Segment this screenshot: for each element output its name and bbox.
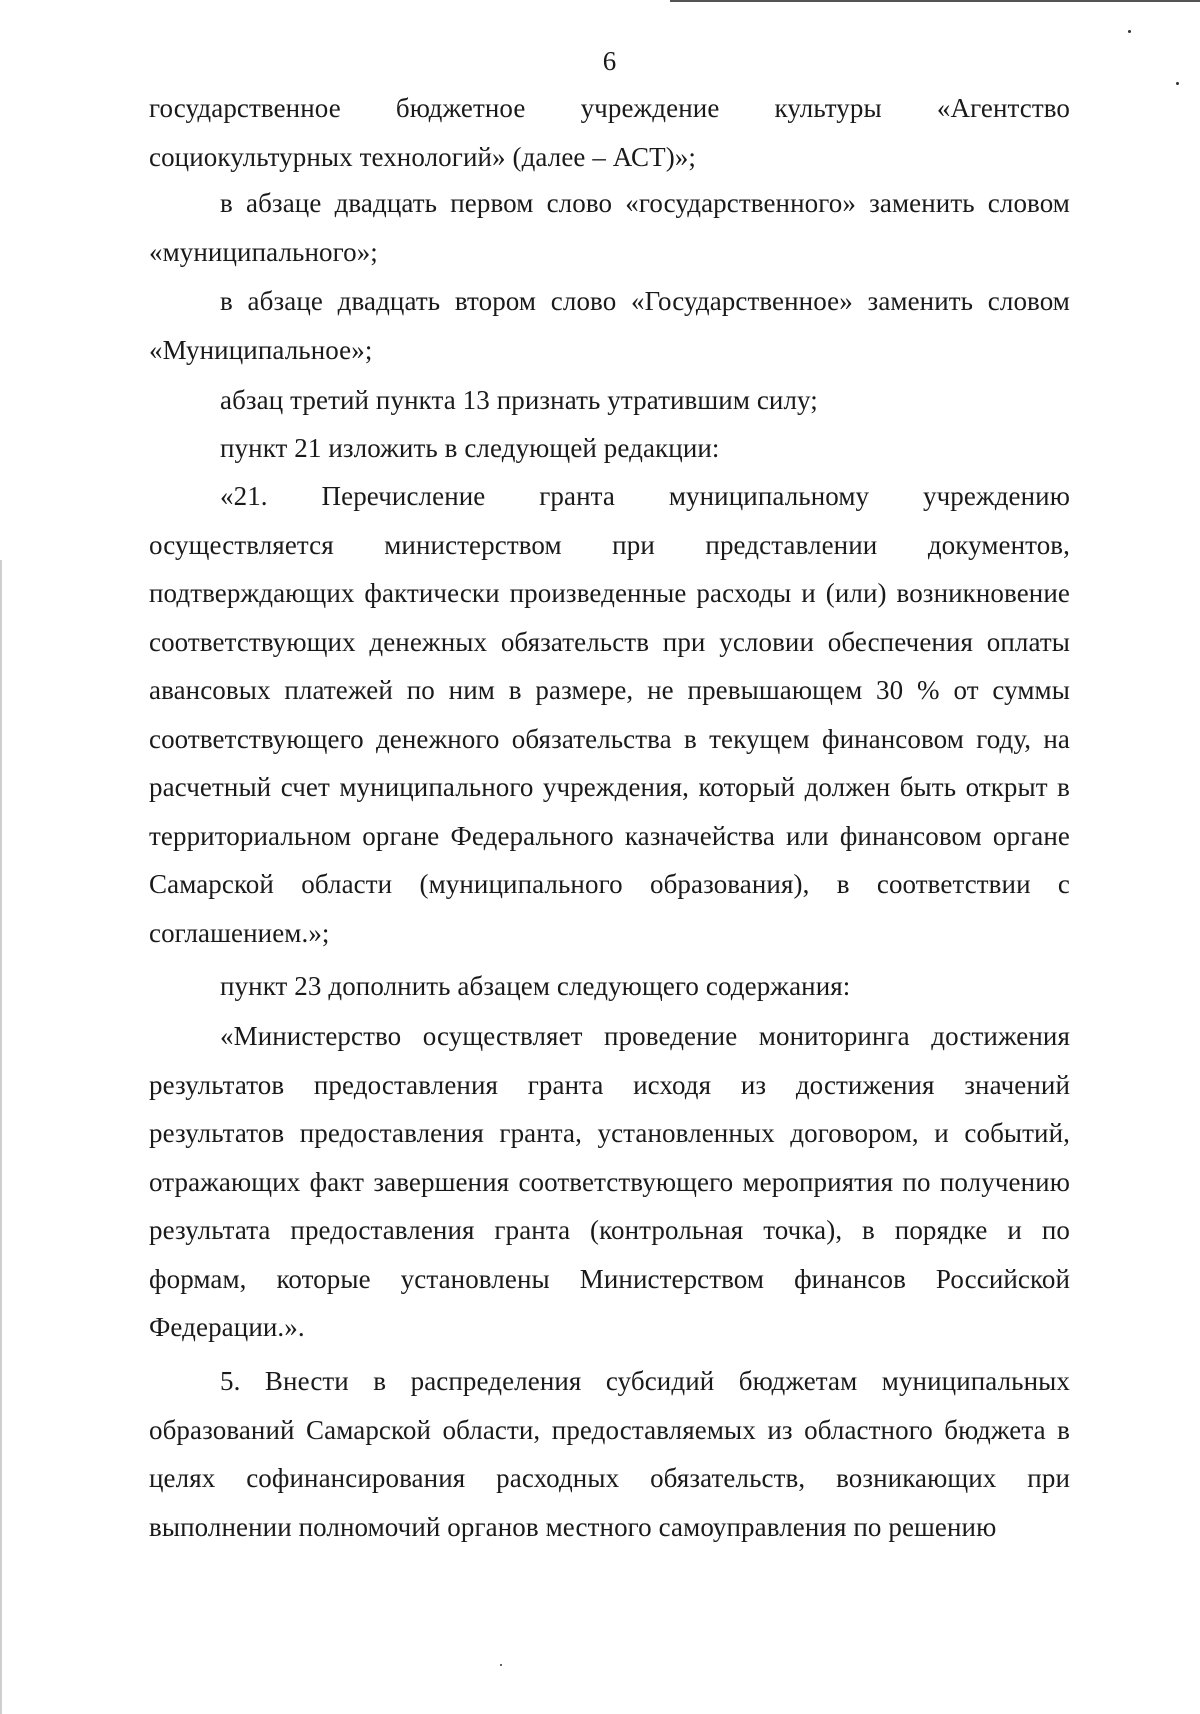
page-number: 6 bbox=[602, 46, 617, 76]
paragraph: пункт 23 дополнить абзацем следующего содержания: bbox=[220, 971, 851, 1001]
quoted-paragraph: «21. Перечисление гранта муниципальному учреждению осуществляется министерством при представлении документов, подтверждающих фактически произведенные расходы и (или) возникновение соответствующих денежных обязательств при условии обеспечения оплаты авансовых платежей по ним в размере, не превышающем 30 % от суммы соответствующего денежного обязательства в текущем финансовом году, на расчетный счет муниципального учреждения, который должен быть открыт в территориальном органе Федерального казначейства или финансовом органе Самарской области (муниципального образования), в соответствии с соглашением.»; bbox=[149, 481, 1070, 948]
paragraph: абзац третий пункта 13 признать утратившим силу; bbox=[220, 385, 818, 415]
scan-speck bbox=[1128, 30, 1131, 33]
paragraph: государственное бюджетное учреждение культуры «Агентство социокультурных технологий» (далее – АСТ)»; bbox=[149, 93, 1070, 172]
paragraph: пункт 21 изложить в следующей редакции: bbox=[220, 433, 720, 463]
scan-edge-top bbox=[670, 0, 1200, 2]
quoted-paragraph: «Министерство осуществляет проведение мониторинга достижения результатов предоставления гранта исходя из достижения значений результатов предоставления гранта, установленных договором, и событий, отражающих факт завершения соответствующего мероприятия по получению результата предоставления гранта (контрольная точка), в порядке и по формам, которые установлены Министерством финансов Российской Федерации.». bbox=[149, 1021, 1070, 1342]
scan-edge-left bbox=[0, 560, 2, 1714]
paragraph: в абзаце двадцать втором слово «Государственное» заменить словом «Муниципальное»; bbox=[149, 286, 1070, 365]
paragraph: 5. Внести в распределения субсидий бюджетам муниципальных образований Самарской области, предоставляемых из областного бюджета в целях софинансирования расходных обязательств, возникающих при выполнении полномочий органов местного самоуправления по решению bbox=[149, 1366, 1070, 1542]
scan-speck bbox=[500, 1664, 502, 1666]
paragraph: в абзаце двадцать первом слово «государственного» заменить словом «муниципального»; bbox=[149, 188, 1070, 267]
scan-speck bbox=[1176, 82, 1179, 85]
